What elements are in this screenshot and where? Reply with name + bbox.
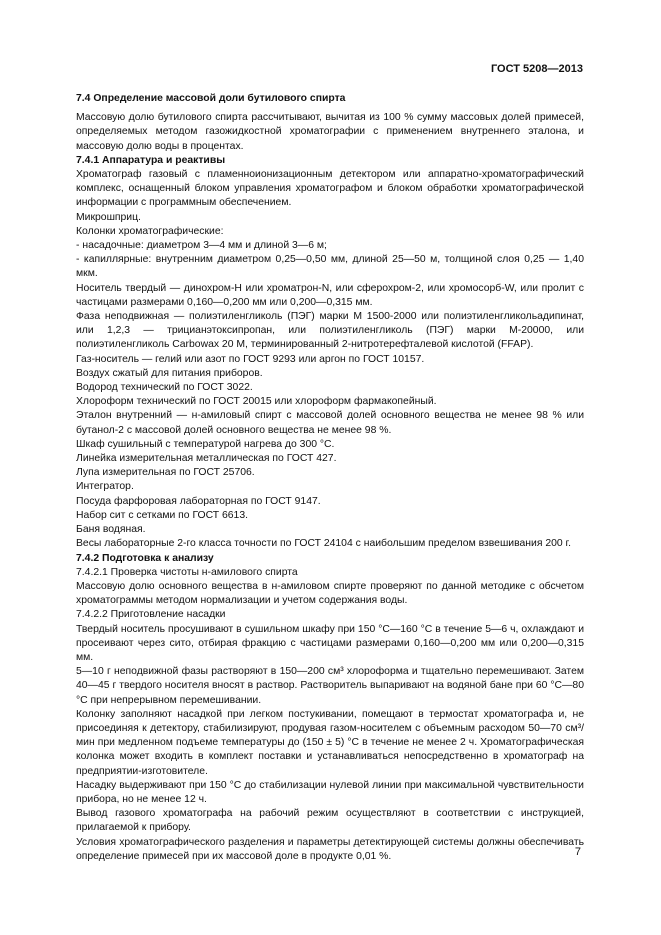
equipment-item: Посуда фарфоровая лабораторная по ГОСТ 9147. (76, 495, 321, 507)
section-title-7-4-1: 7.4.1 Аппаратура и реактивы (76, 154, 226, 166)
preparation-paragraph: Условия хроматографического разделения и параметры детектирующей системы должны обеспечивать определение примесей при их массовой доле в продукте 0,01 %. (76, 836, 584, 862)
section-7-4-intro: Массовую долю бутилового спирта рассчитывают, вычитая из 100 % сумму массовых долей примесей, определяемых методом газожидкостной хроматографии с применением внутреннего эталона, и массовую долю воды в процентах. (76, 112, 584, 152)
equipment-item: Хроматограф газовый с пламенноионизационным детектором или аппаратно-хроматографический комплекс, оснащенный блоком управления хроматографом и блоком обработки хроматографической информации с программным обеспечением. (76, 169, 584, 209)
equipment-item: Шкаф сушильный с температурой нагрева до 300 °С. (76, 438, 335, 450)
equipment-item: Микрошприц. (76, 211, 141, 223)
preparation-paragraph: Насадку выдерживают при 150 °С до стабилизации нулевой линии при максимальной чувствительности прибора, но не менее 12 ч. (76, 779, 584, 805)
equipment-item: Набор сит с сетками по ГОСТ 6613. (76, 509, 248, 521)
equipment-item: - капиллярные: внутренним диаметром 0,25—0,50 мм, длиной 25—50 м, толщиной слоя 0,25 — 1,40 мкм. (76, 254, 584, 280)
page-content (76, 92, 584, 864)
section-title-7-4: 7.4 Определение массовой доли бутилового спирта (76, 93, 346, 104)
equipment-item: Весы лабораторные 2-го класса точности по ГОСТ 24104 с наибольшим пределом взвешивания 200 г. (76, 538, 571, 550)
preparation-paragraphs (76, 623, 584, 864)
equipment-item: Водород технический по ГОСТ 3022. (76, 382, 253, 394)
equipment-item: Баня водяная. (76, 524, 146, 536)
equipment-item: Лупа измерительная по ГОСТ 25706. (76, 467, 255, 479)
subsection-7-4-2-1-text: Массовую долю основного вещества в н-амиловом спирте проверяют по данной методике с обсчетом хроматограммы методом нормализации и учетом содержания воды. (76, 580, 584, 607)
subsection-title-7-4-2-1: 7.4.2.1 Проверка чистоты н-амилового спирта (76, 566, 298, 578)
page-number: 7 (574, 846, 581, 858)
equipment-item: Интегратор. (76, 481, 134, 493)
preparation-paragraph: Твердый носитель просушивают в сушильном шкафу при 150 °С—160 °С в течение 5—6 ч, охлаждают и просеивают через сито, отбирая фракцию с частицами размерами 0,160—0,200 мм или 0,200—0,315 мм. (76, 623, 584, 663)
preparation-paragraph: Вывод газового хроматографа на рабочий режим осуществляют в соответствии с инструкцией, прилагаемой к прибору. (76, 808, 584, 834)
equipment-item: Газ-носитель — гелий или азот по ГОСТ 9293 или аргон по ГОСТ 10157. (76, 353, 425, 365)
equipment-item: Фаза неподвижная — полиэтиленгликоль (ПЭГ) марки М 1500-2000 или полиэтиленгликольадипинат, или 1,2,3 — трицианэтоксипропан, или полиэтиленгликоль (ПЭГ) марки М-20000, или полиэтиленгликоль Carbowax 20 М, терминированный 2-нитротерефталевой кислотой (FFAP). (76, 311, 584, 351)
equipment-item: Линейка измерительная металлическая по ГОСТ 427. (76, 453, 337, 465)
equipment-item: - насадочные: диаметром 3—4 мм и длиной 3—6 м; (76, 240, 327, 252)
preparation-paragraph: 5—10 г неподвижной фазы растворяют в 150—200 см³ хлороформа и тщательно перемешивают. Затем 40—45 г твердого носителя вносят в раствор. Растворитель выпаривают на водяной бане при 60 °С—80 °С при непрерывном перемешивании. (76, 666, 584, 706)
section-title-7-4-2: 7.4.2 Подготовка к анализу (76, 552, 214, 564)
subsection-title-7-4-2-2: 7.4.2.2 Приготовление насадки (76, 609, 226, 621)
document-id: ГОСТ 5208—2013 (490, 63, 583, 75)
equipment-item: Хлороформ технический по ГОСТ 20015 или хлороформ фармакопейный. (76, 396, 437, 408)
equipment-item: Носитель твердый — динохром-Н или хроматрон-N, или сферохром-2, или хромосорб-W, или пролит с частицами размерами 0,160—0,200 мм или 0,200—0,315 мм. (76, 282, 584, 308)
preparation-paragraph: Колонку заполняют насадкой при легком постукивании, помещают в термостат хроматографа и, не присоединяя к детектору, стабилизируют, продувая газом-носителем с объемным расходом 50—70 см³/мин при медленном подъеме температуры до (150 ± 5) °С в течение не менее 2 ч. Хроматографическая колонка может входить в комплект поставки и устанавливаться непосредственно в хроматограф на предприятии-изготовителе. (76, 708, 584, 777)
equipment-list (76, 168, 584, 551)
equipment-item: Колонки хроматографические: (76, 225, 224, 237)
equipment-item: Воздух сжатый для питания приборов. (76, 367, 263, 379)
equipment-item: Эталон внутренний — н-амиловый спирт с массовой долей основного вещества не менее 98 % или бутанол-2 с массовой долей основного вещества не менее 98 %. (76, 410, 584, 436)
